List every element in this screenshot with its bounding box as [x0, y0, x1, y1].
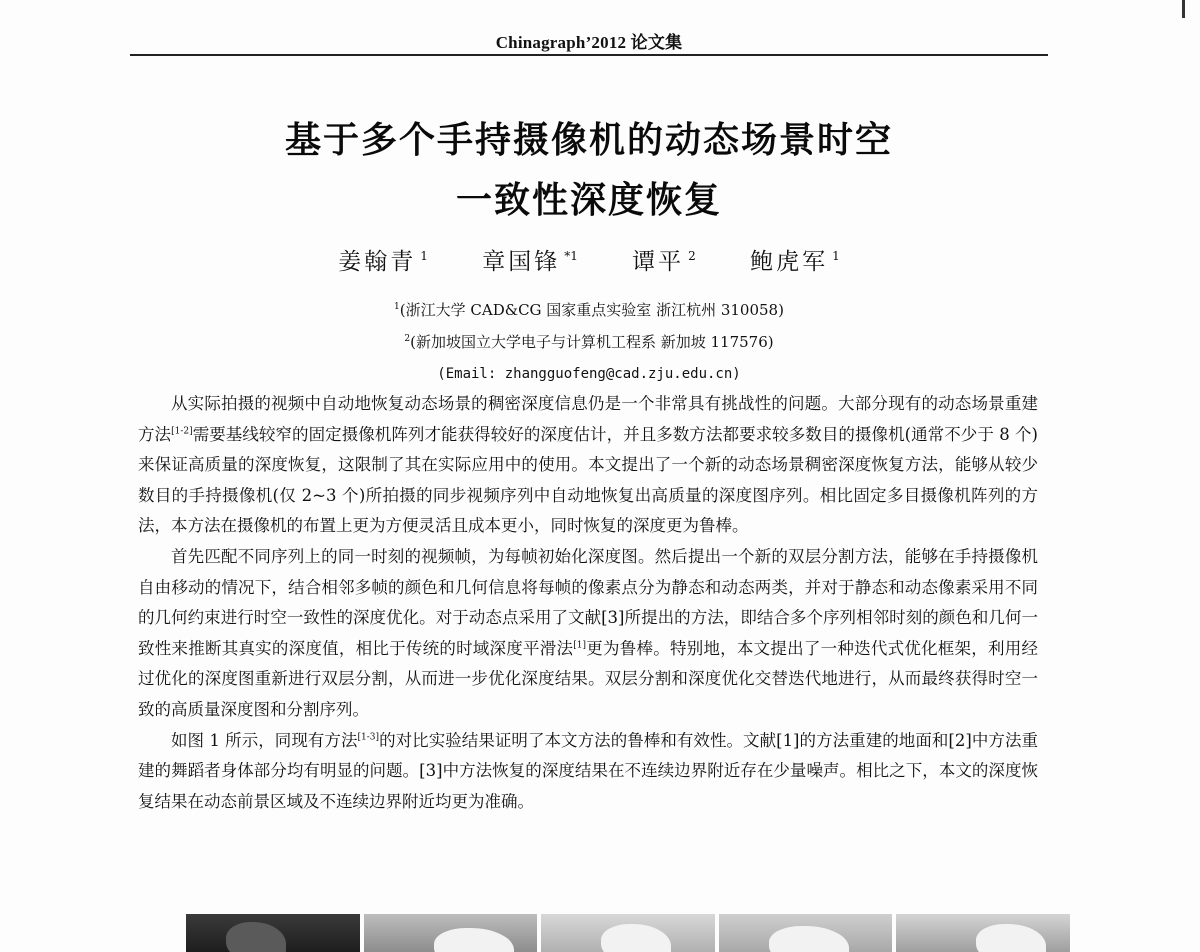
author-mark: 1 — [832, 249, 840, 264]
contact-email: (Email: zhangguofeng@cad.zju.edu.cn) — [437, 366, 741, 382]
paragraph-text: 从实际拍摄的视频中自动地恢复动态场景的稠密深度信息仍是一个非常具有挑战性的问题。大部分现有的动态场景重建方法 — [138, 394, 1038, 444]
citation: [1] — [573, 640, 587, 651]
author — [632, 249, 696, 275]
paragraph-text: 首先匹配不同序列上的同一时刻的视频帧，为每帧初始化深度图。然后提出一个新的双层分割方法，能够在手持摄像机自由移动的情况下，结合相邻多帧的颜色和几何信息将每帧的像素点分为静态和动态两类，并对于静态和动态像素采用不同的几何约束进行时空一致性的深度优化。对于动态点采用了文献[3]所提出的方法，即结合多个序列相邻时刻的颜色和几何一致性来推断其真实的深度值，相比于传统的时域深度平滑法 — [138, 546, 1038, 658]
running-header: Chinagraph’2012 论文集 — [495, 33, 683, 52]
scan-edge-mark — [1182, 0, 1185, 18]
figure-thumbnail — [186, 914, 360, 952]
citation: [1-2] — [171, 426, 193, 437]
affiliation-1 — [130, 299, 1048, 320]
affiliation-text: (新加坡国立大学电子与计算机工程系 新加坡 117576) — [410, 333, 774, 351]
body-paragraph-3 — [138, 726, 1038, 818]
figure-1-thumbnails — [186, 914, 1070, 952]
affiliation-mark: 2 — [404, 334, 411, 344]
citation: [1-3] — [357, 732, 380, 743]
author-mark: 2 — [688, 249, 696, 264]
author-name: 谭平 — [632, 249, 685, 275]
body-paragraph-2 — [138, 542, 1038, 726]
author-name: 鲍虎军 — [750, 249, 829, 275]
author — [482, 249, 578, 275]
author-mark: *1 — [564, 249, 578, 264]
figure-shape — [769, 926, 849, 952]
figure-thumbnail — [364, 914, 538, 952]
author-name: 姜翰青 — [338, 249, 417, 275]
figure-thumbnail — [896, 914, 1070, 952]
figure-thumbnail — [719, 914, 893, 952]
body-paragraph-1 — [138, 389, 1038, 542]
paragraph-text: 更为鲁棒。特别地，本文提出了一种迭代式优化框架，利用经过优化的深度图重新进行双层分割，从而进一步优化深度结果。双层分割和深度优化交替迭代地进行，从而最终获得时空一致的高质量深度图和分割序列。 — [138, 638, 1039, 719]
affiliation-text: (浙江大学 CAD&CG 国家重点实验室 浙江杭州 310058) — [399, 301, 784, 319]
figure-shape — [226, 922, 286, 952]
figure-shape — [976, 924, 1046, 952]
paper-title-line2: 一致性深度恢复 — [455, 180, 722, 221]
header-rule — [130, 54, 1048, 56]
figure-shape — [434, 928, 514, 952]
author — [338, 249, 428, 275]
affiliation-mark: 1 — [394, 302, 400, 312]
paragraph-text: 需要基线较窄的固定摄像机阵列才能获得较好的深度估计，并且多数方法都要求较多数目的摄像机(通常不少于 8 个)来保证高质量的深度恢复，这限制了其在实际应用中的使用。本文提出了一个新的动态场景稠密深度恢复方法，能够从较少数目的手持摄像机(仅 2~3 个)所拍摄的同步视频序列中自动地恢复出高质量的深度图序列。相比固定多目摄像机阵列的方法，本方法在摄像机的布置上更为方便灵活且成本更小，同时恢复的深度更为鲁棒。 — [138, 424, 1038, 536]
author — [750, 249, 840, 275]
figure-thumbnail — [541, 914, 715, 952]
paper-title-line1: 基于多个手持摄像机的动态场景时空 — [284, 120, 893, 161]
abstract-body — [138, 389, 1038, 817]
affiliation-2 — [130, 331, 1048, 352]
author-mark: 1 — [420, 249, 428, 264]
author-name: 章国锋 — [482, 249, 561, 275]
paragraph-text: 的对比实验结果证明了本文方法的鲁棒和有效性。文献[1]的方法重建的地面和[2]中方法重建的舞蹈者身体部分均有明显的问题。[3]中方法恢复的深度结果在不连续边界附近存在少量噪声。相比之下，本文的深度恢复结果在动态前景区域及不连续边界附近均更为准确。 — [138, 730, 1038, 811]
figure-shape — [601, 924, 671, 952]
author-list — [130, 243, 1048, 276]
paragraph-text: 如图 1 所示，同现有方法 — [171, 730, 358, 750]
